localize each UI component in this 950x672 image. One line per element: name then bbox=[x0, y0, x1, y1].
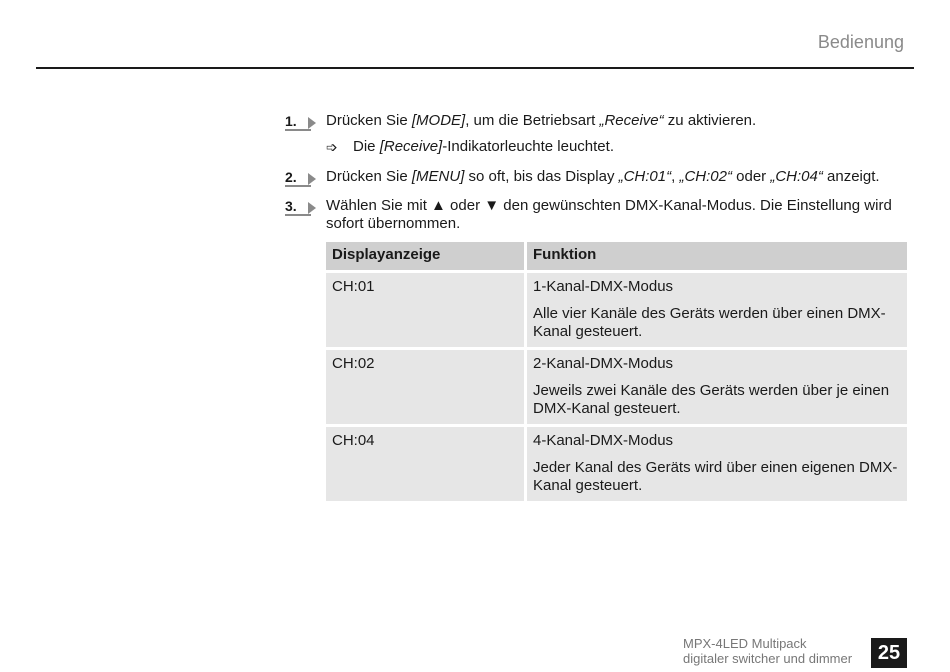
dmx-mode-table bbox=[323, 239, 910, 504]
step-arrow-icon bbox=[308, 117, 316, 129]
mode-description: Alle vier Kanäle des Geräts werden über einen DMX-Kanal gesteuert. bbox=[533, 305, 886, 340]
step-text: Drücken Sie [MODE], um die Betriebsart „Receive“ zu aktivieren. bbox=[326, 112, 757, 129]
header-divider bbox=[36, 67, 914, 69]
mode-name: 1-Kanal-DMX-Modus bbox=[533, 278, 674, 295]
display-cell: CH:02 bbox=[326, 350, 524, 424]
step-text: Wählen Sie mit ▲ oder ▼ den gewünschten DMX-Kanal-Modus. Die Einstellung wird sofort übernommen. bbox=[326, 197, 892, 232]
column-header-display: Displayanzeige bbox=[326, 242, 524, 270]
step-arrow-icon bbox=[308, 173, 316, 185]
result-text: Die [Receive]-Indikatorleuchte leuchtet. bbox=[353, 138, 614, 155]
page-header-title: Bedienung bbox=[817, 32, 904, 52]
table-row bbox=[326, 350, 907, 424]
footer-product-name: MPX-4LED Multipack digitaler switcher und dimmer bbox=[683, 636, 853, 666]
step-underline bbox=[285, 185, 311, 187]
table-row bbox=[326, 427, 907, 501]
step-arrow-icon bbox=[308, 202, 316, 214]
function-cell bbox=[527, 427, 907, 501]
mode-description: Jeweils zwei Kanäle des Geräts werden über je einen DMX-Kanal gesteuert. bbox=[533, 382, 890, 417]
column-header-function: Funktion bbox=[527, 242, 907, 270]
mode-name: 2-Kanal-DMX-Modus bbox=[533, 355, 674, 372]
display-cell: CH:01 bbox=[326, 273, 524, 347]
table-header-row bbox=[326, 242, 907, 270]
result-arrow-icon: ➩ bbox=[326, 139, 338, 155]
step-number: 1. bbox=[285, 112, 319, 130]
mode-name: 4-Kanal-DMX-Modus bbox=[533, 432, 674, 449]
step-underline bbox=[285, 214, 311, 216]
table-row bbox=[326, 273, 907, 347]
function-cell bbox=[527, 273, 907, 347]
step-text: Drücken Sie [MENU] so oft, bis das Display „CH:01“, „CH:02“ oder „CH:04“ anzeigt. bbox=[326, 168, 880, 185]
display-cell: CH:04 bbox=[326, 427, 524, 501]
step-underline bbox=[285, 129, 311, 131]
mode-description: Jeder Kanal des Geräts wird über einen eigenen DMX-Kanal gesteuert. bbox=[533, 459, 898, 494]
function-cell bbox=[527, 350, 907, 424]
step-number: 3. bbox=[285, 197, 319, 215]
step-number: 2. bbox=[285, 168, 319, 186]
page-number: 25 bbox=[871, 638, 907, 668]
